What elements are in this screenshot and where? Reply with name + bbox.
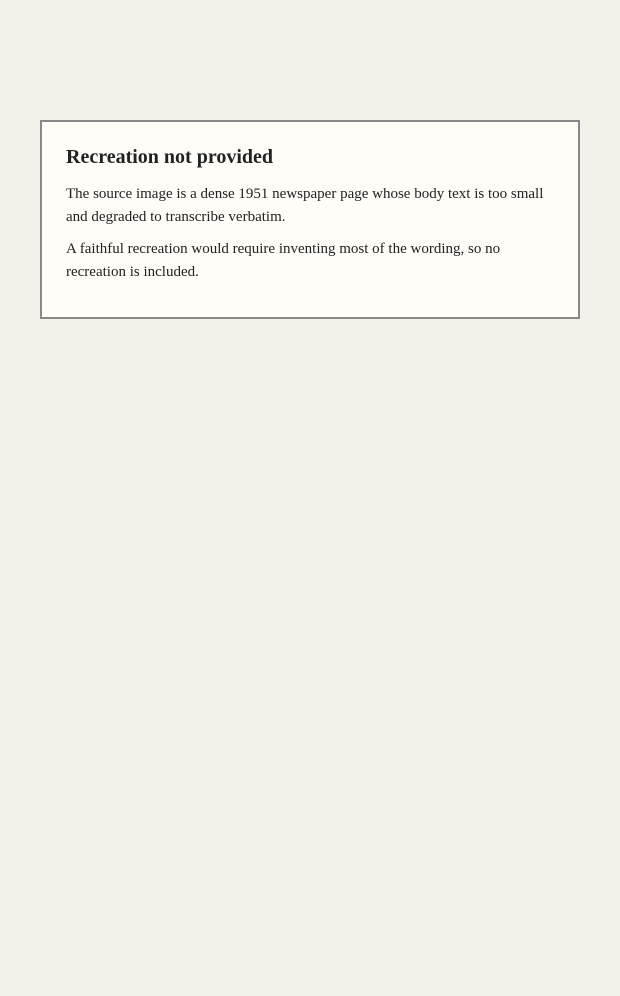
notice-panel <box>40 120 580 319</box>
notice-line-1: The source image is a dense 1951 newspaper page whose body text is too small and degraded to transcribe verbatim. <box>66 186 544 225</box>
notice-line-2: A faithful recreation would require inventing most of the wording, so no recreation is included. <box>66 241 501 280</box>
notice-title: Recreation not provided <box>66 146 274 168</box>
